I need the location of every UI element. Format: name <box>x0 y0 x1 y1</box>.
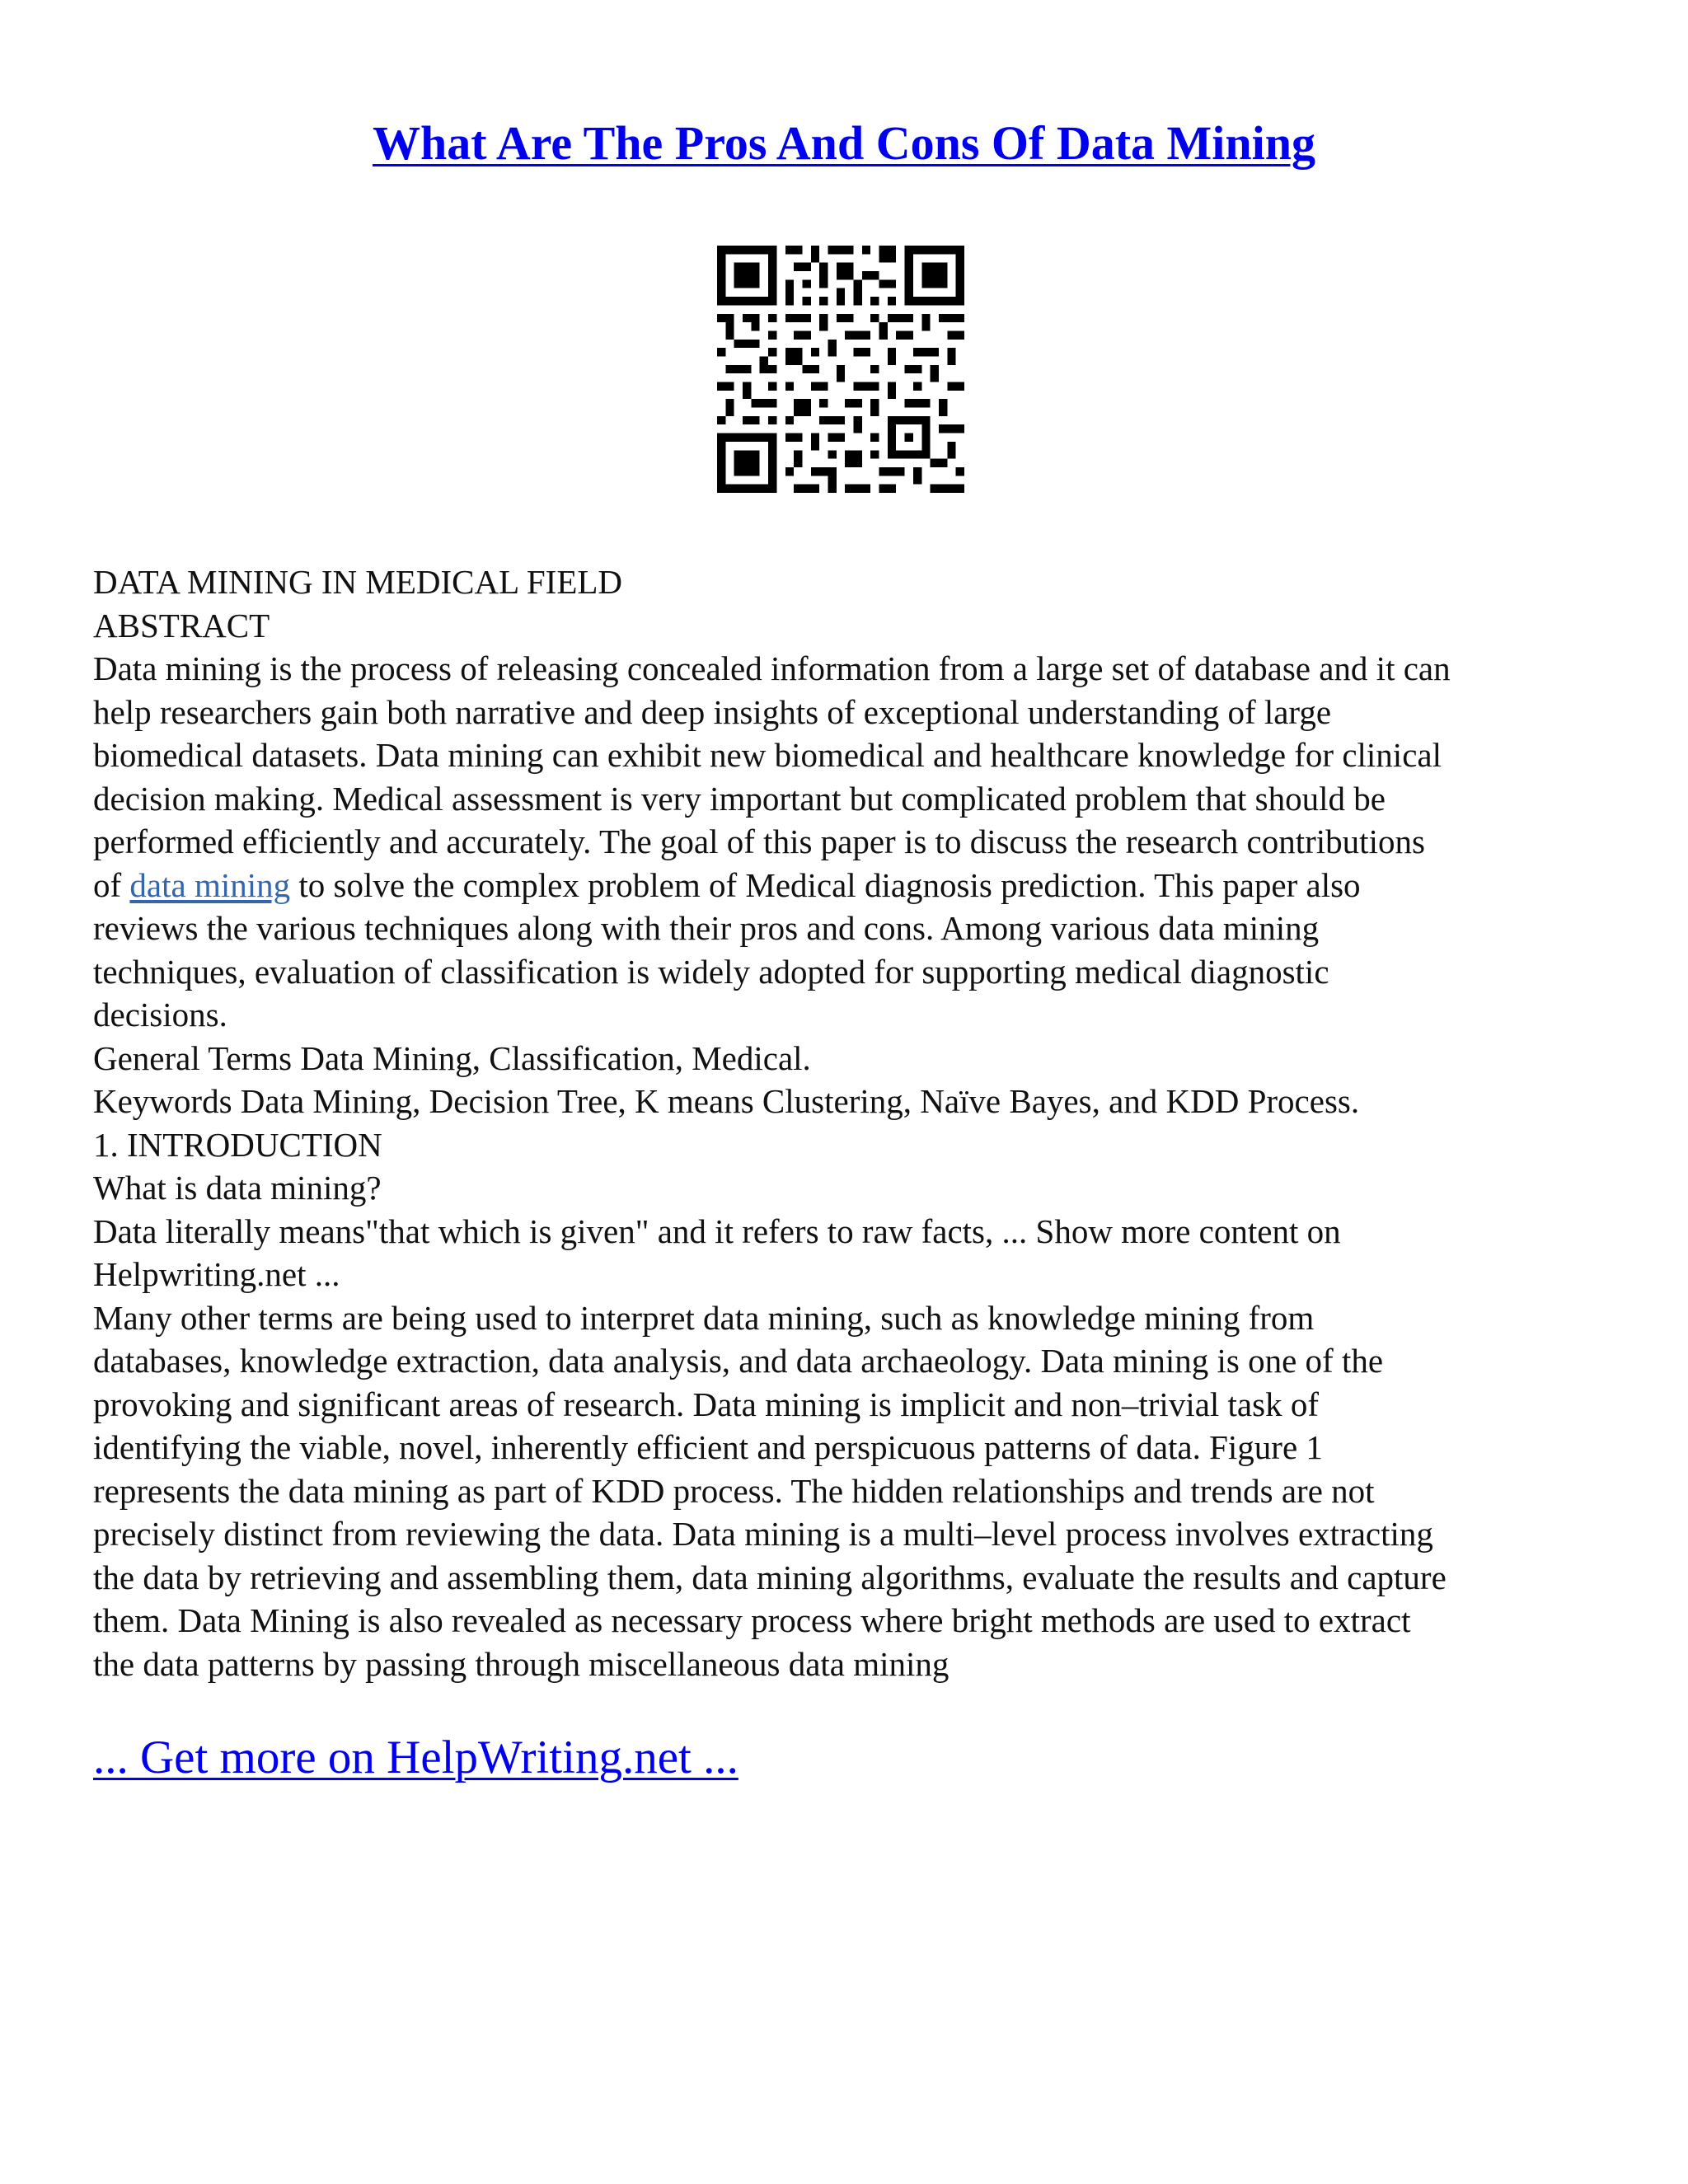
abstract-line: decisions. <box>93 996 227 1033</box>
abstract-link-suffix: to solve the complex problem of Medical diagnosis prediction. This paper also <box>290 865 1361 904</box>
abstract-line: help researchers gain both narrative and deep insights of exceptional understanding of large <box>93 692 1332 731</box>
more-link-container <box>93 1731 738 1784</box>
paragraph-line: provoking and significant areas of research. Data mining is implicit and non–trivial task of <box>93 1385 1319 1423</box>
intro-heading: 1. INTRODUCTION <box>93 1125 382 1164</box>
abstract-line: reviews the various techniques along with their pros and cons. Among various data mining <box>93 909 1320 947</box>
paragraph-line: represents the data mining as part of KDD process. The hidden relationships and trends are not <box>93 1471 1375 1510</box>
abstract-heading: ABSTRACT <box>93 606 270 644</box>
data-mining-link[interactable]: data mining <box>129 865 291 904</box>
page-title-link[interactable]: What Are The Pros And Cons Of Data Mining <box>372 116 1316 170</box>
intro-line: Helpwriting.net ... <box>93 1255 340 1293</box>
intro-line: Data literally means"that which is given" and it refers to raw facts, ... Show more content on <box>93 1212 1341 1250</box>
abstract-line: performed efficiently and accurately. The goal of this paper is to discuss the research contributions <box>93 823 1425 860</box>
paragraph-line: identifying the viable, novel, inherently efficient and perspicuous patterns of data. Figure 1 <box>93 1428 1323 1466</box>
keywords: Keywords Data Mining, Decision Tree, K means Clustering, Naïve Bayes, and KDD Process. <box>93 1082 1360 1120</box>
paragraph-line: the data patterns by passing through miscellaneous data mining <box>93 1644 950 1683</box>
paragraph-line: the data by retrieving and assembling them, data mining algorithms, evaluate the results and capture <box>93 1558 1447 1596</box>
abstract-link-prefix: of <box>93 865 130 904</box>
abstract-line: techniques, evaluation of classification is widely adopted for supporting medical diagnostic <box>93 952 1329 991</box>
paragraph-line: precisely distinct from reviewing the data. Data mining is a multi–level process involves extracting <box>93 1515 1433 1553</box>
section-heading: DATA MINING IN MEDICAL FIELD <box>93 563 623 601</box>
paragraph-line: Many other terms are being used to interpret data mining, such as knowledge mining from <box>93 1298 1315 1337</box>
paragraph-line: databases, knowledge extraction, data analysis, and data archaeology. Data mining is one of the <box>93 1342 1384 1380</box>
abstract-line: biomedical datasets. Data mining can exhibit new biomedical and healthcare knowledge for clinical <box>93 736 1442 774</box>
abstract-line-with-link <box>93 864 1601 907</box>
abstract-line: decision making. Medical assessment is very important but complicated problem that should be <box>93 779 1386 818</box>
title-container <box>0 115 1688 171</box>
paragraph-line: them. Data Mining is also revealed as necessary process where bright methods are used to extract <box>93 1601 1411 1639</box>
document-body <box>93 560 1601 1685</box>
intro-question: What is data mining? <box>93 1169 382 1207</box>
general-terms: General Terms Data Mining, Classification, Medical. <box>93 1038 811 1077</box>
get-more-link[interactable]: ... Get more on HelpWriting.net ... <box>93 1732 738 1783</box>
abstract-line: Data mining is the process of releasing concealed information from a large set of database and it can <box>93 649 1451 687</box>
qr-code-icon <box>717 246 964 493</box>
